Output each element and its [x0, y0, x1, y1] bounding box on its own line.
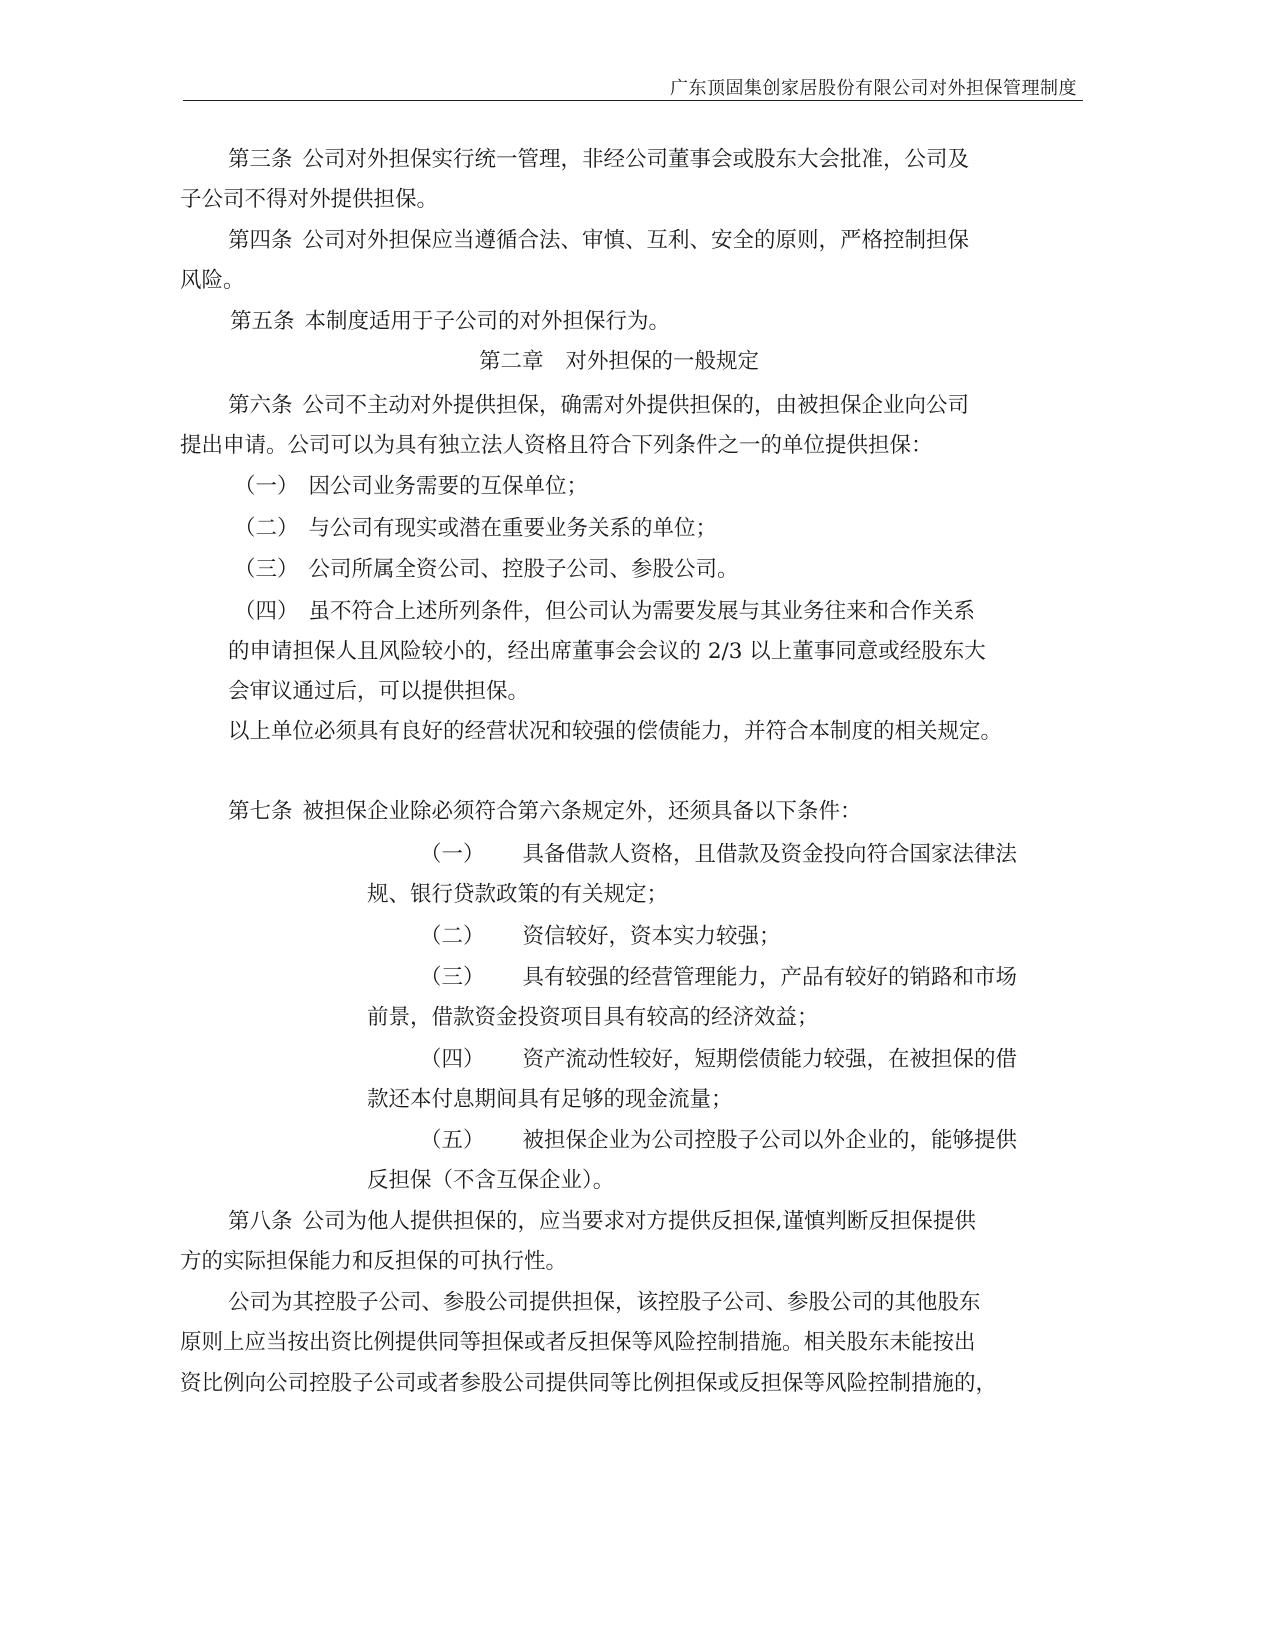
article-7-line-1: 第七条 被担保企业除必须符合第六条规定外，还须具备以下条件：: [228, 799, 862, 824]
header-title: 广东顶固集创家居股份有限公司对外担保管理制度: [670, 78, 1077, 99]
page-header: [183, 72, 1083, 101]
article-label: 第三条: [228, 147, 293, 172]
article-6-closing: 以上单位必须具有良好的经营状况和较强的偿债能力，并符合本制度的相关规定。: [228, 719, 1003, 744]
article-8-line-4: 原则上应当按出资比例提供同等担保或者反担保等风险控制措施。相关股东未能按出: [180, 1330, 976, 1355]
article-6-item-1: （一） 因公司业务需要的互保单位；: [234, 474, 589, 499]
article-6-line-2: 提出申请。公司可以为具有独立法人资格且符合下列条件之一的单位提供担保：: [180, 433, 933, 458]
article-7-item-1-line-2: 规、银行贷款政策的有关规定；: [367, 882, 669, 907]
article-6-item-4-line-3: 会审议通过后，可以提供担保。: [228, 679, 530, 704]
article-7-item-3: （三） 具有较强的经营管理能力，产品有较好的销路和市场: [420, 965, 1018, 990]
article-label: 第四条: [228, 228, 293, 253]
article-8-line-2: 方的实际担保能力和反担保的可执行性。: [180, 1249, 568, 1274]
article-6-line-1: 第六条 公司不主动对外提供担保，确需对外提供担保的，由被担保企业向公司: [228, 393, 970, 418]
article-6-item-4: （四） 虽不符合上述所列条件，但公司认为需要发展与其业务往来和合作关系: [234, 599, 976, 624]
article-7-item-4-line-2: 款还本付息期间具有足够的现金流量；: [367, 1087, 733, 1112]
article-8-line-1: 第八条 公司为他人提供担保的，应当要求对方提供反担保,谨慎判断反担保提供: [228, 1209, 976, 1234]
article-label: 第八条: [228, 1209, 293, 1234]
article-4-line-1: 第四条 公司对外担保应当遵循合法、审慎、互利、安全的原则，严格控制担保: [228, 228, 970, 253]
article-7-item-5: （五） 被担保企业为公司控股子公司以外企业的，能够提供: [420, 1128, 1018, 1153]
article-8-line-5: 资比例向公司控股子公司或者参股公司提供同等比例担保或反担保等风险控制措施的，: [180, 1371, 998, 1396]
article-8-line-3: 公司为其控股子公司、参股公司提供担保，该控股子公司、参股公司的其他股东: [228, 1290, 981, 1315]
article-7-item-3-line-2: 前景，借款资金投资项目具有较高的经济效益；: [367, 1005, 819, 1030]
article-7-item-5-line-2: 反担保（不含互保企业）。: [367, 1168, 615, 1193]
article-3-line-1: 第三条 公司对外担保实行统一管理，非经公司董事会或股东大会批准，公司及: [228, 147, 970, 172]
article-7-item-2: （二） 资信较好，资本实力较强；: [420, 924, 781, 949]
article-6-item-3: （三） 公司所属全资公司、控股子公司、参股公司。: [234, 557, 739, 582]
article-6-item-4-line-2: 的申请担保人且风险较小的，经出席董事会会议的 2/3 以上董事同意或经股东大: [228, 639, 986, 664]
article-7-item-1: （一） 具备借款人资格，且借款及资金投向符合国家法律法: [420, 842, 1018, 867]
chapter-2-heading: 第二章 对外担保的一般规定: [479, 349, 760, 374]
article-4-line-2: 风险。: [180, 268, 245, 293]
article-label: 第六条: [228, 393, 293, 418]
chapter-label: 第二章: [479, 349, 544, 374]
article-7-item-4: （四） 资产流动性较好，短期偿债能力较强，在被担保的借: [420, 1047, 1018, 1072]
article-6-item-2: （二） 与公司有现实或潜在重要业务关系的单位；: [234, 516, 718, 541]
article-label: 第七条: [228, 799, 293, 824]
article-3-line-2: 子公司不得对外提供担保。: [180, 187, 439, 212]
article-5-line-1: 第五条 本制度适用于子公司的对外担保行为。: [230, 309, 671, 334]
article-label: 第五条: [230, 309, 295, 334]
